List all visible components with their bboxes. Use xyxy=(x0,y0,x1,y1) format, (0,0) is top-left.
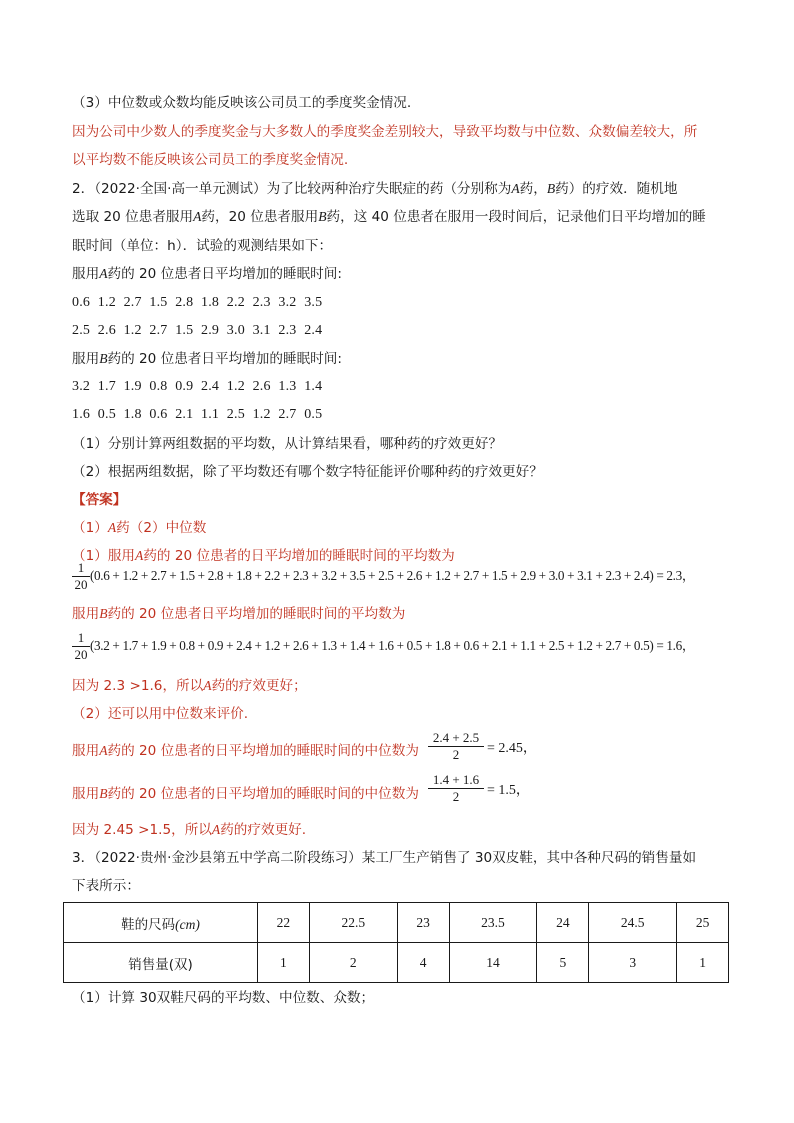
compare-means: 因为 2.3 >1.6，所以A药的疗效更好； xyxy=(72,678,307,694)
drug-a-heading: 服用A药的 20 位患者日平均增加的睡眠时间: xyxy=(72,266,342,282)
table-header-size: 鞋的尺码(cm) xyxy=(64,903,258,943)
q2-sub-question-1: （1）分别计算两组数据的平均数，从计算结果看，哪种药的疗效更好？ xyxy=(72,436,503,452)
table-cell-size: 24 xyxy=(537,903,589,943)
drug-a-data-row-1: 0.6 1.2 2.7 1.5 2.8 1.8 2.2 2.3 3.2 3.5 xyxy=(72,295,323,310)
table-cell-size: 23.5 xyxy=(449,903,537,943)
drug-b-data-row-2: 1.6 0.5 1.8 0.6 2.1 1.1 2.5 1.2 2.7 0.5 xyxy=(72,407,323,422)
drug-b-heading: 服用B药的 20 位患者日平均增加的睡眠时间: xyxy=(72,351,342,367)
q3-sub-question-1: （1）计算 30双鞋尺码的平均数、中位数、众数； xyxy=(72,990,375,1006)
q2-intro-line-b: 选取 20 位患者服用A药，20 位患者服用B药，这 40 位患者在服用一段时间后，记录他们日平均增加的睡 xyxy=(72,209,706,225)
fraction-one-twentieth: 1 20 xyxy=(72,630,90,663)
table-cell-count: 2 xyxy=(309,943,397,983)
table-cell-count: 1 xyxy=(258,943,310,983)
table-cell-count: 14 xyxy=(449,943,537,983)
drug-b-data-row-1: 3.2 1.7 1.9 0.8 0.9 2.4 1.2 2.6 1.3 1.4 xyxy=(72,379,323,394)
median-a-result: = 2.45， xyxy=(487,741,537,756)
compare-medians: 因为 2.45 >1.5，所以A药的疗效更好. xyxy=(72,822,307,838)
q3-intro-line-a: 3．（2022·贵州·金沙县第五中学高二阶段练习）某工厂生产销售了 30双皮鞋，其中各种尺码的销售量如 xyxy=(72,850,697,866)
solution-2-intro: （2）还可以用中位数来评价. xyxy=(72,706,249,722)
table-cell-size: 22 xyxy=(258,903,310,943)
median-b-fraction: 1.4 + 1.6 2 xyxy=(428,772,484,805)
table-cell-count: 1 xyxy=(677,943,729,983)
table-cell-count: 3 xyxy=(589,943,677,983)
answer-summary: （1）A药（2）中位数 xyxy=(72,520,207,536)
q2-sub-question-2: （2）根据两组数据，除了平均数还有哪个数字特征能评价哪种药的疗效更好？ xyxy=(72,464,543,480)
median-b-label: 服用B药的 20 位患者的日平均增加的睡眠时间的中位数为 xyxy=(72,786,419,802)
table-cell-count: 4 xyxy=(397,943,449,983)
solution-1-mean-b-label: 服用B药的 20 位患者日平均增加的睡眠时间的平均数为 xyxy=(72,606,406,622)
solution-1-mean-a-label: （1）服用A药的 20 位患者的日平均增加的睡眠时间的平均数为 xyxy=(72,548,455,564)
q3-intro-line-b: 下表所示： xyxy=(72,878,140,894)
fraction-one-twentieth: 1 20 xyxy=(72,560,90,593)
median-b-result: = 1.5， xyxy=(487,783,530,798)
median-a-label: 服用A药的 20 位患者的日平均增加的睡眠时间的中位数为 xyxy=(72,743,419,759)
table-cell-size: 25 xyxy=(677,903,729,943)
table-header-count: 销售量(双) xyxy=(64,943,258,983)
answer-tag: 【答案】 xyxy=(72,492,127,508)
q2-intro-line-c: 眠时间（单位：h）．试验的观测结果如下： xyxy=(72,238,333,254)
table-row xyxy=(64,903,729,943)
q1-part3-explanation-a: 因为公司中少数人的季度奖金与大多数人的季度奖金差别较大，导致平均数与中位数、众数偏差较大，所 xyxy=(72,124,698,140)
drug-a-data-row-2: 2.5 2.6 1.2 2.7 1.5 2.9 3.0 3.1 2.3 2.4 xyxy=(72,323,323,338)
table-cell-size: 22.5 xyxy=(309,903,397,943)
q2-intro-line-a: 2．（2022·全国·高一单元测试）为了比较两种治疗失眠症的药（分别称为A药，B药）的疗效．随机地 xyxy=(72,181,678,197)
mean-b-formula: (3.2 + 1.7 + 1.9 + 0.8 + 0.9 + 2.4 + 1.2 + 2.6 + 1.3 + 1.4 + 1.6 + 0.5 + 1.8 + 0.6 + 2.1 + 1.1 + 2.5 + 1.2 + 2.7 + 0.5) = 1.6， xyxy=(90,638,695,653)
q1-part3-explanation-b: 以平均数不能反映该公司员工的季度奖金情况. xyxy=(72,152,349,168)
mean-a-formula: (0.6 + 1.2 + 2.7 + 1.5 + 2.8 + 1.8 + 2.2 + 2.3 + 3.2 + 3.5 + 2.5 + 2.6 + 1.2 + 2.7 + 1.5 + 2.9 + 3.0 + 3.1 + 2.3 + 2.4) = 2.3， xyxy=(90,568,695,583)
q1-part3: （3）中位数或众数均能反映该公司员工的季度奖金情况. xyxy=(72,95,412,111)
median-a-fraction: 2.4 + 2.5 2 xyxy=(428,730,484,763)
table-cell-count: 5 xyxy=(537,943,589,983)
shoe-size-sales-table xyxy=(63,902,729,983)
table-cell-size: 24.5 xyxy=(589,903,677,943)
table-row xyxy=(64,943,729,983)
table-cell-size: 23 xyxy=(397,903,449,943)
